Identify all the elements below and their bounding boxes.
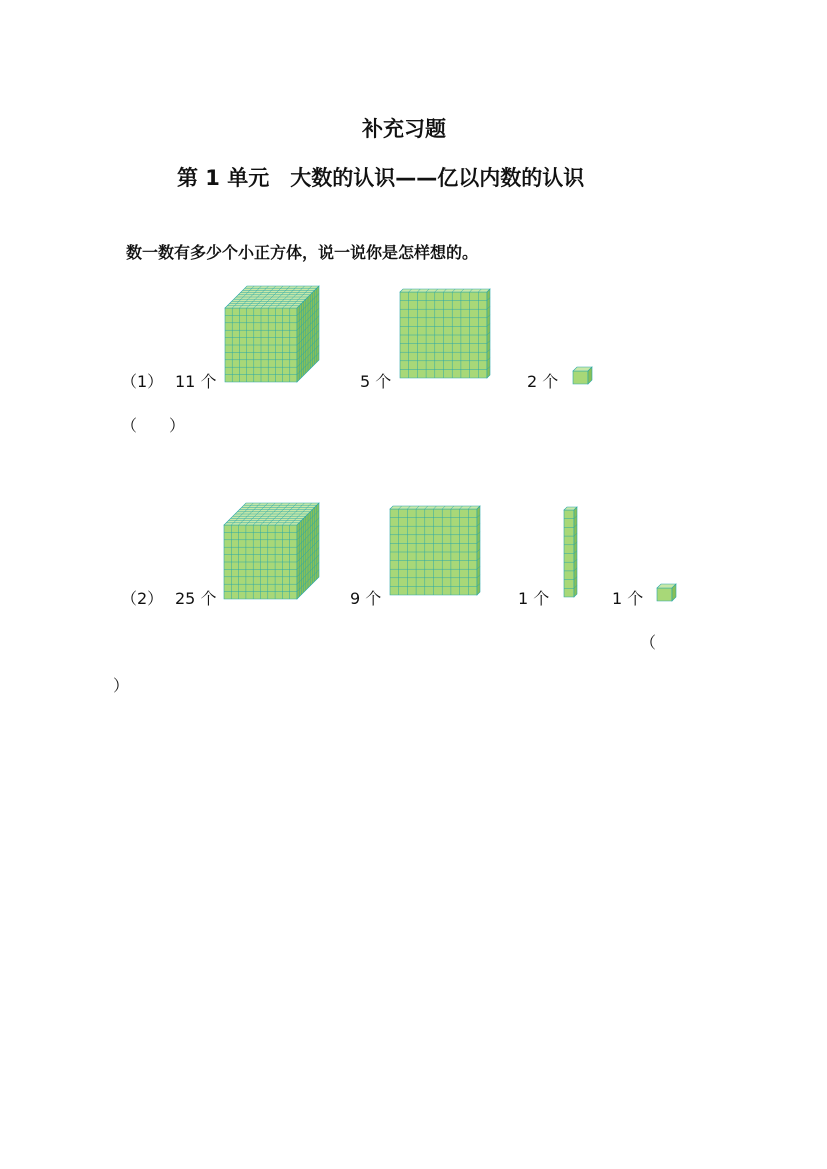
problem-2-count-hundreds: 9 个 xyxy=(350,589,382,608)
problem-1-answer-blank[interactable]: （ ） xyxy=(121,416,186,435)
problem-2-answer-close[interactable]: ） xyxy=(113,676,130,695)
hundred-flat-icon xyxy=(390,506,480,595)
ten-rod-icon xyxy=(564,507,577,597)
unit-cube-icon xyxy=(573,367,592,384)
thousand-cube-icon xyxy=(225,286,319,382)
problem-2-count-thousands: 25 个 xyxy=(175,589,217,608)
unit-cube-icon xyxy=(657,584,676,601)
instruction: 数一数有多少个小正方体，说一说你是怎样想的。 xyxy=(126,243,479,262)
thousand-cube-icon xyxy=(224,503,319,599)
problem-2-answer-open[interactable]: （ xyxy=(640,633,657,652)
problem-1-count-hundreds: 5 个 xyxy=(360,372,392,391)
problem-1-number: （1） xyxy=(121,372,164,391)
block-front-face xyxy=(657,588,672,601)
block-front-face xyxy=(573,371,588,384)
problem-2-count-units: 1 个 xyxy=(612,589,644,608)
problem-1-count-thousands: 11 个 xyxy=(175,372,217,391)
problem-1-count-units: 2 个 xyxy=(527,372,559,391)
problem-2-count-tens: 1 个 xyxy=(518,589,550,608)
problem-2-number: （2） xyxy=(121,589,164,608)
hundred-flat-icon xyxy=(400,289,490,378)
unit-heading: 第 1 单元 大数的认识——亿以内数的认识 xyxy=(177,166,585,190)
page-title: 补充习题 xyxy=(362,117,446,141)
